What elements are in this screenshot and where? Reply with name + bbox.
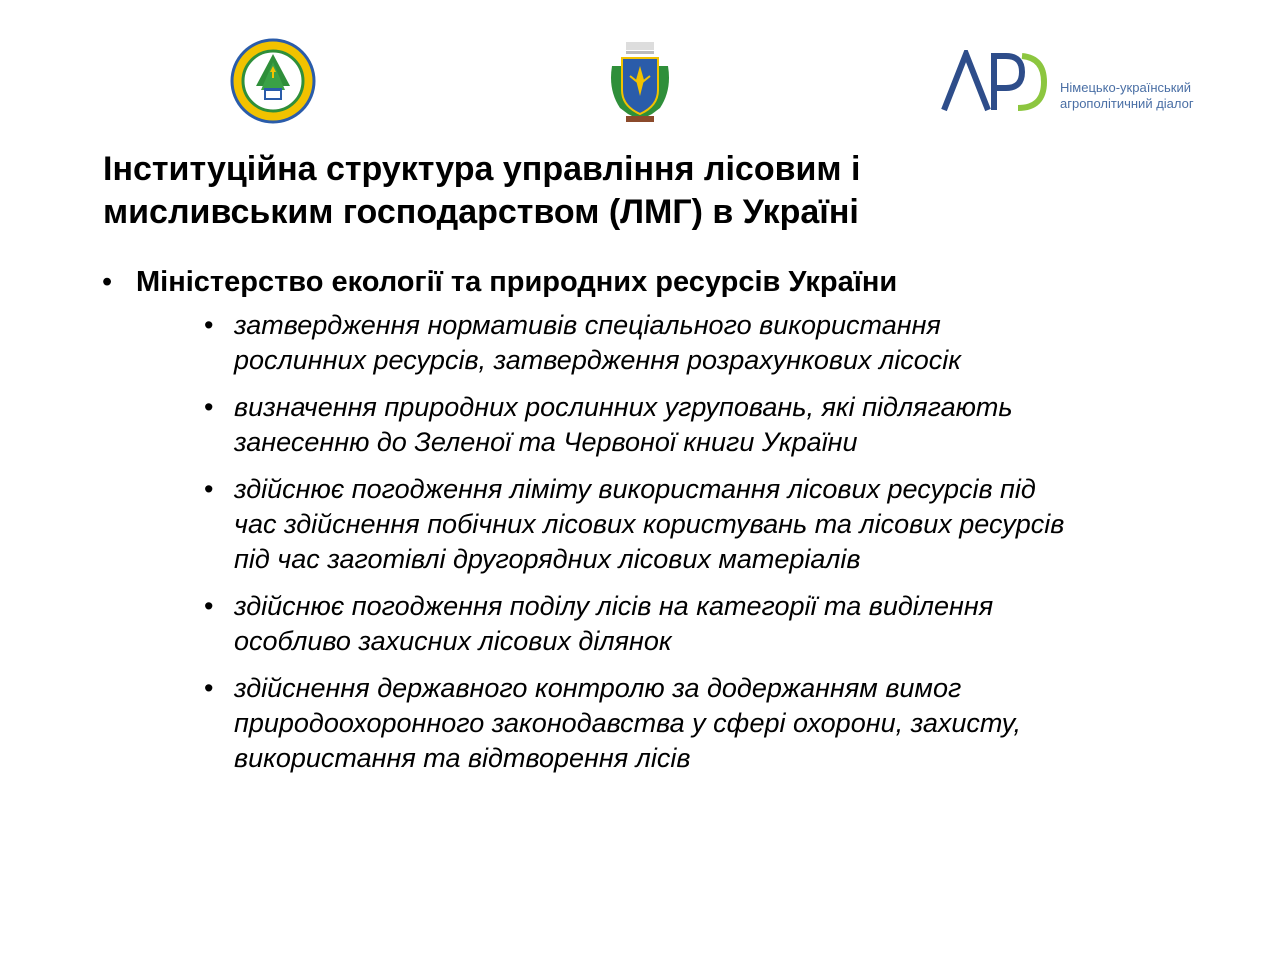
sub-bullet-line: визначення природних рослинних угруповань, які підлягають [234,392,1013,422]
bullet-dot-icon: • [204,310,214,340]
apd-logo-icon [940,50,1052,114]
sub-bullet-item [198,589,1260,659]
sub-bullet-line: здійснює погодження поділу лісів на категорії та виділення [234,591,994,621]
slide-title [103,148,1203,234]
sub-bullet-line: затвердження нормативів спеціального використання [234,310,941,340]
university-logo [230,38,316,124]
institute-logo [600,40,680,126]
sub-bullet-item [198,390,1260,460]
bullet-dot-icon: • [204,474,214,504]
apd-caption [1060,80,1194,112]
sub-bullet-line: здійснює погодження ліміту використання лісових ресурсів під [234,474,1036,504]
sub-bullet-item [198,308,1260,378]
apd-logo [940,50,1220,120]
institute-coat-of-arms-icon [600,40,680,126]
bullet-dot-icon: • [204,392,214,422]
forest-university-emblem-icon [230,38,316,124]
sub-bullet-list [136,308,1260,776]
title-line-1: Інституційна структура управління лісовим і [103,150,861,188]
bullet-dot-icon: • [204,591,214,621]
sub-bullet-line: особливо захисних лісових ділянок [234,626,672,656]
bullet-list [100,262,1260,788]
sub-bullet-item [198,671,1260,776]
sub-bullet-line: рослинних ресурсів, затвердження розрахункових лісосік [234,345,962,375]
main-bullet-text: Міністерство екології та природних ресурсів України [136,266,898,298]
sub-bullet-line: здійснення державного контролю за додержанням вимог [234,673,962,703]
sub-bullet-line: час здійснення побічних лісових користувань та лісових ресурсів [234,509,1065,539]
sub-bullet-item [198,472,1260,577]
bullet-dot-icon: • [204,673,214,703]
apd-caption-line2: агрополітичний діалог [1060,96,1194,111]
bullet-dot-icon: • [102,266,113,298]
main-bullet-item [100,262,1260,776]
apd-caption-line1: Німецько-український [1060,80,1191,95]
sub-bullet-line: під час заготівлі другорядних лісових матеріалів [234,544,861,574]
sub-bullet-line: занесенню до Зеленої та Червоної книги України [234,427,858,457]
title-line-2: мисливським господарством (ЛМГ) в Україні [103,193,859,231]
sub-bullet-line: природоохоронного законодавства у сфері охорони, захисту, [234,708,1021,738]
sub-bullet-line: використання та відтворення лісів [234,743,691,773]
